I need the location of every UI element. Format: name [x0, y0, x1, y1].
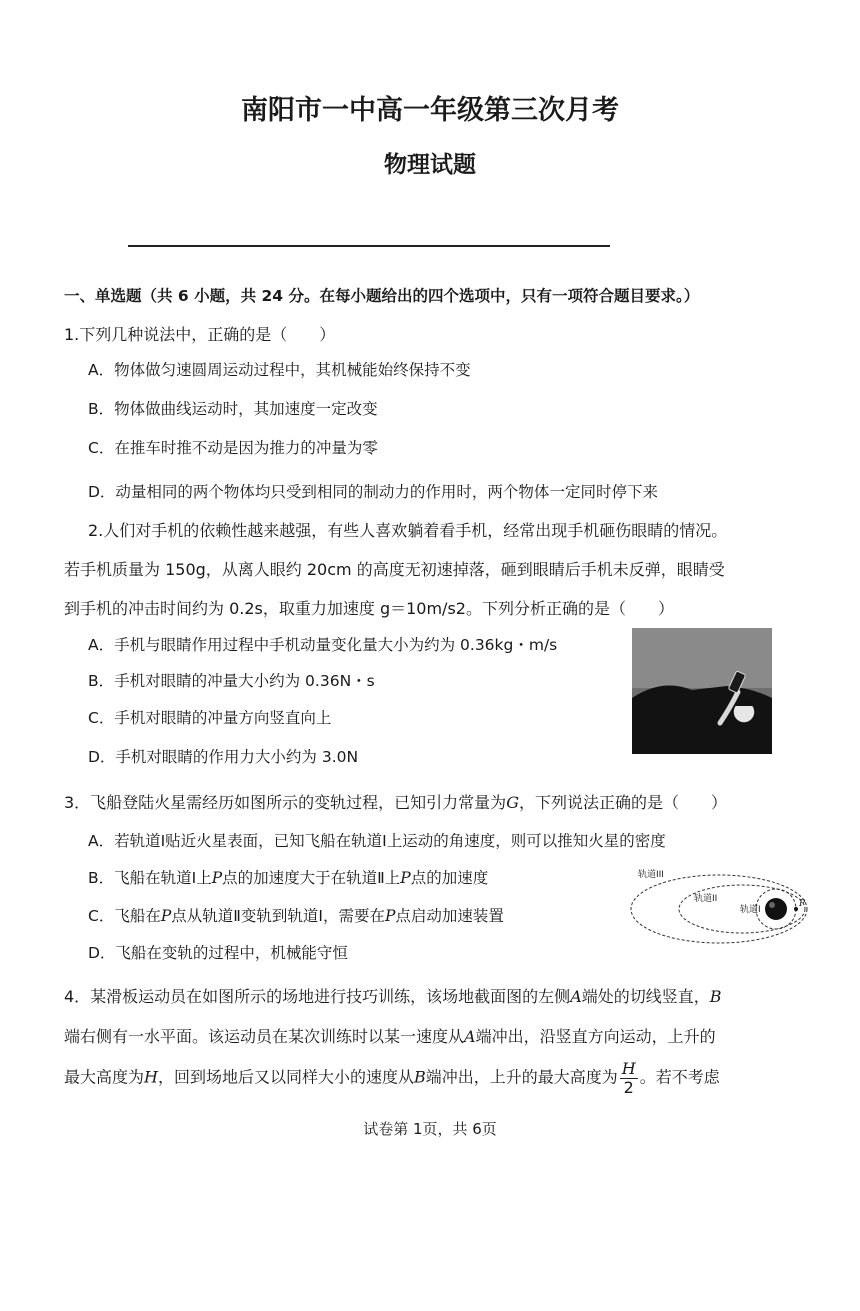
orbit-diagram — [624, 864, 814, 948]
q4-fraction-numerator: H — [621, 1059, 636, 1078]
q3-option-d: D．飞船在变轨的过程中，机械能守恒 — [88, 944, 348, 962]
q4-fraction-h-over-2 — [620, 1060, 638, 1096]
q2-option-a: A．手机与眼睛作用过程中手机动量变化量大小为约为 0.36kg・m/s — [88, 636, 558, 654]
point-p — [794, 907, 798, 911]
q4-line-1-var-a: A — [570, 987, 582, 1006]
orbit-1-label: 轨道I — [740, 905, 761, 915]
q4-line-1 — [64, 984, 722, 1007]
q1-stem: 1.下列几种说法中，正确的是（ ） — [64, 325, 336, 344]
q4-line-3-var-h: H — [144, 1067, 158, 1087]
q4-line-3-text-c: 端冲出，上升的最大高度为 — [425, 1067, 618, 1087]
q4-line-3-text-a: 最大高度为 — [64, 1067, 145, 1087]
q3-stem-text-b: ，下列说法正确的是（ ） — [518, 793, 727, 812]
q4-line-3-var-b: B — [413, 1067, 426, 1087]
q3-option-b-text-1: B．飞船在轨道Ⅰ上 — [88, 869, 212, 887]
q4-line-2-text-a: 端右侧有一水平面。该运动员在某次训练时以某一速度从 — [64, 1027, 465, 1046]
q3-option-b-text-2: 点的加速度大于在轨道Ⅱ上 — [222, 869, 401, 887]
q4-line-1-var-b: B — [709, 987, 722, 1006]
section-heading: 一、单选题（共 6 小题，共 24 分。在每小题给出的四个选项中，只有一项符合题目要求。） — [64, 287, 700, 305]
q2-option-b: B．手机对眼睛的冲量大小约为 0.36N・s — [88, 672, 375, 690]
q2-option-c: C．手机对眼睛的冲量方向竖直向上 — [88, 709, 332, 727]
q3-option-b-var-p1: P — [211, 869, 223, 887]
q3-option-a: A．若轨道Ⅰ贴近火星表面，已知飞船在轨道Ⅰ上运动的角速度，则可以推知火星的密度 — [88, 832, 666, 850]
q4-line-3-text-b: ，回到场地后又以同样大小的速度从 — [157, 1067, 414, 1087]
q2-stem-line-3: 到手机的冲击时间约为 0.2s，取重力加速度 g＝10m/s2。下列分析正确的是（ ） — [64, 599, 674, 618]
page-footer: 试卷第 1页，共 6页 — [363, 1120, 497, 1138]
point-p-label: P — [799, 899, 806, 909]
exam-title: 南阳市一中高一年级第三次月考 — [241, 95, 619, 126]
q1-option-d: D．动量相同的两个物体均只受到相同的制动力的作用时，两个物体一定同时停下来 — [88, 483, 658, 501]
q1-option-b: B．物体做曲线运动时，其加速度一定改变 — [88, 400, 378, 418]
orbit-2-label: 轨道II — [694, 894, 718, 904]
mars-planet — [765, 898, 787, 920]
q3-option-c-text-2: 点从轨道Ⅱ变轨到轨道Ⅰ，需要在 — [171, 907, 385, 925]
q2-option-d: D．手机对眼睛的作用力大小约为 3.0N — [88, 748, 359, 766]
q2-stem-line-1: 2.人们对手机的依赖性越来越强，有些人喜欢躺着看手机，经常出现手机砸伤眼睛的情况。 — [88, 521, 728, 540]
orbit-3-label: 轨道III — [638, 870, 664, 880]
q3-option-b-text-3: 点的加速度 — [410, 869, 489, 887]
q4-line-3-text-d: 。若不考虑 — [639, 1067, 720, 1087]
q3-option-c-text-1: C．飞船在 — [88, 907, 161, 925]
q3-option-c-var-p2: P — [384, 907, 396, 925]
q3-option-c-text-3: 点启动加速装置 — [395, 907, 504, 925]
q4-line-2 — [64, 1024, 716, 1047]
q3-option-b — [88, 866, 488, 888]
q3-stem — [64, 790, 727, 813]
q4-line-3 — [64, 1060, 720, 1096]
q1-option-c: C．在推车时推不动是因为推力的冲量为零 — [88, 439, 378, 457]
q4-line-1-text-b: 端处的切线竖直， — [581, 987, 710, 1006]
q3-option-c — [88, 904, 504, 926]
q2-stem-line-2: 若手机质量为 150g，从离人眼约 20cm 的高度无初速掉落，砸到眼睛后手机未反弹，眼睛受 — [64, 560, 725, 579]
q3-stem-text-a: 3．飞船登陆火星需经历如图所示的变轨过程，已知引力常量为 — [64, 793, 507, 812]
exam-subtitle: 物理试题 — [384, 152, 476, 178]
q4-line-2-text-b: 端冲出，沿竖直方向运动，上升的 — [475, 1027, 716, 1046]
q4-line-2-var-a: A — [464, 1027, 476, 1046]
q4-line-1-text-a: 4．某滑板运动员在如图所示的场地进行技巧训练，该场地截面图的左侧 — [64, 987, 571, 1006]
title-divider — [128, 245, 610, 247]
q3-option-b-var-p2: P — [400, 869, 411, 887]
phone-falling-photo — [632, 628, 772, 754]
q3-stem-var-g: G — [506, 793, 519, 812]
q4-fraction-denominator: 2 — [623, 1077, 634, 1097]
q1-option-a: A．物体做匀速圆周运动过程中，其机械能始终保持不变 — [88, 361, 471, 379]
q3-option-c-var-p1: P — [160, 907, 172, 925]
